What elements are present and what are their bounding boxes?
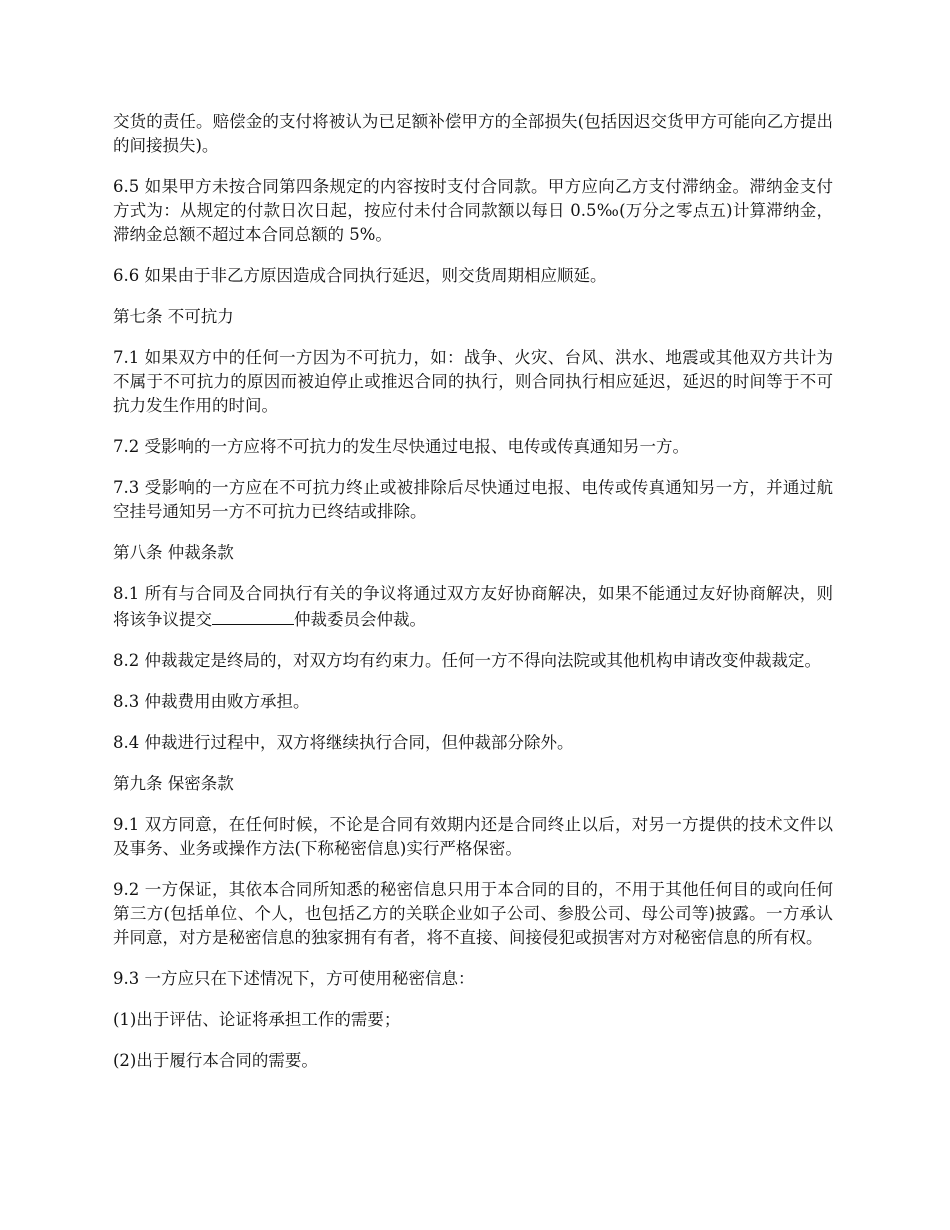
document-page [113,110,833,1090]
paragraph-9-2: 9.2 一方保证，其依本合同所知悉的秘密信息只用于本合同的目的，不用于其他任何目的或向任何第三方(包括单位、个人，也包括乙方的关联企业如子公司、参股公司、母公司等)披露。一方承认并同意，对方是秘密信息的独家拥有有者，将不直接、间接侵犯或损害对方对秘密信息的所有权。 [113,880,833,947]
paragraph-8-1-before: 8.1 所有与合同及合同执行有关的争议将通过双方友好协商解决，如果不能通过友好协商解决，则将该争议提交 [113,584,833,629]
heading-article-7: 第七条 不可抗力 [113,307,234,326]
paragraph-8-3: 8.3 仲裁费用由败方承担。 [113,692,310,711]
paragraph-6-6: 6.6 如果由于非乙方原因造成合同执行延迟，则交货周期相应顺延。 [113,266,607,285]
paragraph-8-1-after: 仲裁委员会仲裁。 [294,610,426,629]
paragraph-6-5: 6.5 如果甲方未按合同第四条规定的内容按时支付合同款。甲方应向乙方支付滞纳金。滞纳金支付方式为：从规定的付款日次日起，按应付未付合同款额以每日 0.5‰(万分之零点五)计算滞纳金，滞纳金总额不超过本合同总额的 5%。 [113,177,833,244]
arbitration-commission-blank [212,606,294,625]
paragraph-7-1: 7.1 如果双方中的任何一方因为不可抗力，如：战争、火灾、台风、洪水、地震或其他双方共计为不属于不可抗力的原因而被迫停止或推迟合同的执行，则合同执行相应延迟，延迟的时间等于不可抗力发生作用的时间。 [113,348,833,415]
paragraph-compensation: 交货的责任。赔偿金的支付将被认为已足额补偿甲方的全部损失(包括因迟交货甲方可能向乙方提出的间接损失)。 [113,112,833,155]
paragraph-9-1: 9.1 双方同意，在任何时候，不论是合同有效期内还是合同终止以后，对另一方提供的技术文件以及事务、业务或操作方法(下称秘密信息)实行严格保密。 [113,815,833,858]
paragraph-8-1 [113,582,833,632]
list-item-2: (2)出于履行本合同的需要。 [113,1051,318,1070]
paragraph-7-2: 7.2 受影响的一方应将不可抗力的发生尽快通过电报、电传或传真通知另一方。 [113,437,689,456]
paragraph-8-2: 8.2 仲裁裁定是终局的，对双方均有约束力。任何一方不得向法院或其他机构申请改变仲裁裁定。 [113,651,821,670]
paragraph-9-3: 9.3 一方应只在下述情况下，方可使用秘密信息： [113,969,475,988]
paragraph-7-3: 7.3 受影响的一方应在不可抗力终止或被排除后尽快通过电报、电传或传真通知另一方，并通过航空挂号通知另一方不可抗力已终结或排除。 [113,478,833,521]
list-item-1: (1)出于评估、论证将承担工作的需要； [113,1010,401,1029]
heading-article-8: 第八条 仲裁条款 [113,543,234,562]
paragraph-8-4: 8.4 仲裁进行过程中，双方将继续执行合同，但仲裁部分除外。 [113,733,574,752]
heading-article-9: 第九条 保密条款 [113,774,234,793]
